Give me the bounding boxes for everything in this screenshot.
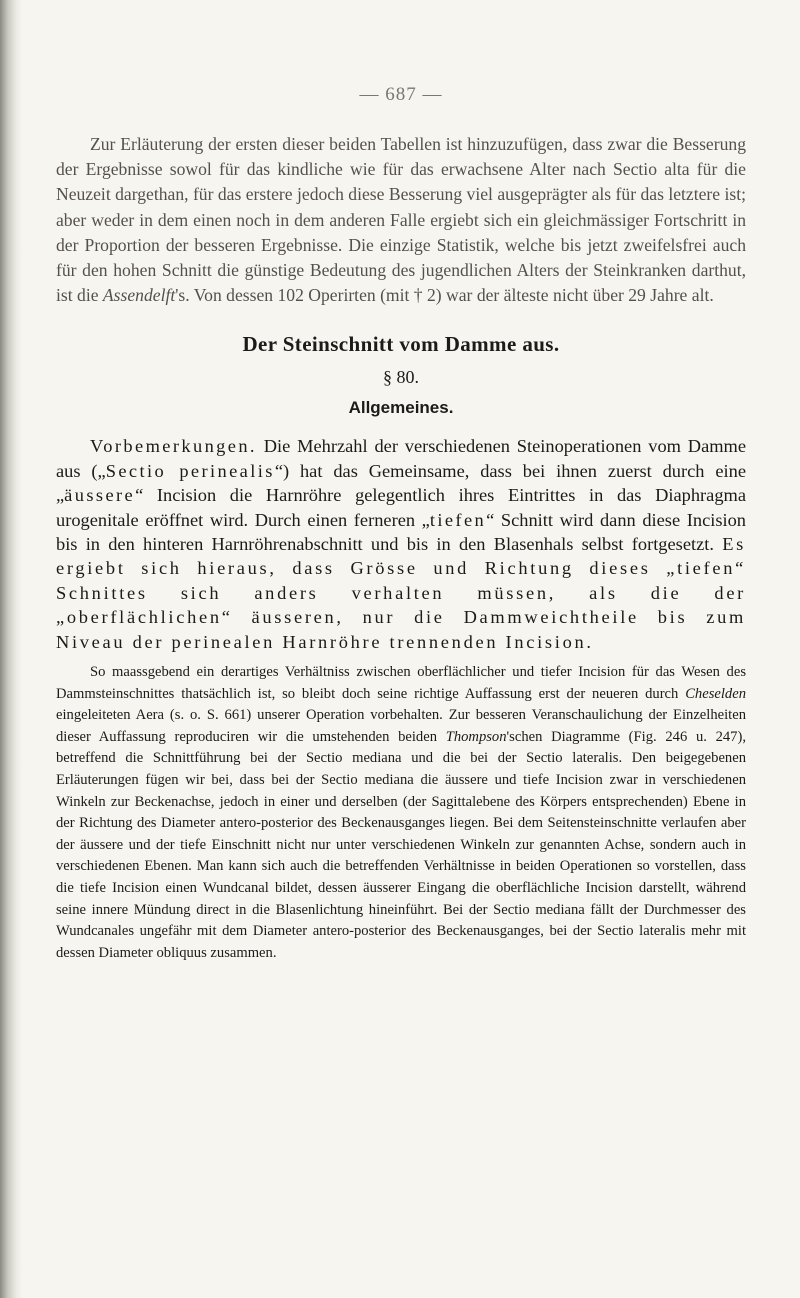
note-text-2: eingeleiteten Aera (s. o. S. 661) unserer Operation vorbehalten. Zur besseren Veranschaulichung der Einzelheiten dieser Auffassung reproduciren wir die umstehenden beiden (56, 707, 746, 745)
aeussere-term: äussere (64, 485, 136, 506)
small-print-note (56, 662, 746, 964)
author-name-thompson: Thompson (445, 728, 507, 745)
main-text-1: Die Mehrzahl der verschiedenen Steinoperationen vom Damme aus („ (56, 436, 746, 481)
note-text-3: 'schen Diagramme (Fig. 246 u. 247), betreffend die Schnittführung bei der Sectio mediana und die bei der Sectio lateralis. Den beigegebenen Erläuterungen fügen wir bei, dass bei der Sectio mediana die äussere und tiefe Incision zwar in verschiedenen Winkeln zur Beckenachse, jedoch in einer und derselben (der Sagittalebene des Körpers entsprechenden) Ebene in der Richtung des Diameter antero-posterior des Beckenausganges liegen. Bei dem Seitensteinschnitte verlaufen aber der äussere und der tiefe Einschnitt nicht nur unter verschiedenen Winkeln zur genannten Achse, sondern auch in verschiedenen Ebenen. Man kann sich auch die betreffenden Verhältnisse in beiden Operationen so vorstellen, dass die tiefe Incision einen Wundcanal bildet, dessen äusserer Eingang die oberflächliche Incision darstellt, während seine innere Mündung direct in die Blasenlichtung hineinführt. Bei der Sectio mediana fällt der Durchmesser des Wundcanales ungefähr mit dem Diameter antero-posterior des Beckenausganges, bei der Sectio lateralis mehr mit dessen Diameter obliquus zusammen. (56, 728, 746, 961)
main-text-2: “) hat das Gemeinsame, dass bei ihnen zuerst durch eine „ (56, 460, 746, 506)
sectio-perinealis-term: Sectio perinealis (105, 460, 275, 481)
tiefen-term: tiefen (429, 509, 487, 530)
main-text-4: “ Schnitt wird dann diese Incision bis in den hinteren Harnröhrenabschnitt und bis in den Blasenhals selbst fortgesetzt. (56, 509, 746, 555)
author-name-assendelft: Assendelft (102, 285, 176, 306)
note-text-1: So maassgebend ein derartiges Verhältniss zwischen oberflächlicher und tiefer Incision für das Wesen des Dammsteinschnittes thatsächlich ist, so bleibt doch seine richtige Auffassung erst der neueren durch (56, 664, 746, 702)
intro-text-part2: 's. Von dessen 102 Operirten (mit † 2) war der älteste nicht über 29 Jahre alt. (175, 285, 714, 306)
vorbemerkungen-label: Vorbemerkungen. (90, 436, 257, 457)
intro-text-part1: Zur Erläuterung der ersten dieser beiden Tabellen ist hinzuzufügen, dass zwar die Besserung der Ergebnisse sowol für das kindliche wie für das erwachsene Alter nach Sectio alta für die Neuzeit dargethan, für das erstere jedoch diese Besserung viel ausgeprägter als für das letztere ist; aber weder in dem einen noch in dem anderen Falle ergiebt sich ein gleichmässiger Fortschritt in der Proportion der besseren Ergebnisse. Die einzige Statistik, welche bis jetzt zweifelsfrei auch für den hohen Schnitt die günstige Bedeutung des jugendlichen Alters der Steinkranken darthut, ist die (56, 134, 746, 306)
section-heading: Der Steinschnitt vom Damme aus. (242, 332, 560, 357)
emphasized-conclusion: Es ergiebt sich hieraus, dass Grösse und Richtung dieses „tiefen“ Schnittes sich anders verhalten müssen, als die der „oberflächlichen“ äusseren, nur die Dammweichtheile bis zum Niveau der perinealen Harnröhre trennenden Incision. (56, 534, 746, 652)
main-paragraph (56, 434, 746, 654)
section-number: § 80. (383, 367, 419, 388)
author-name-cheselden: Cheselden (685, 685, 746, 702)
book-spine-shadow (0, 0, 22, 1298)
intro-paragraph (56, 132, 746, 308)
section-subheading: Allgemeines. (348, 398, 454, 418)
main-text-3: “ Incision die Harnröhre gelegentlich ihres Eintrittes in das Diaphragma urogenitale eröffnet wird. Durch einen ferneren „ (56, 485, 746, 530)
page-number: — 687 — (359, 84, 443, 105)
book-page (56, 84, 746, 964)
